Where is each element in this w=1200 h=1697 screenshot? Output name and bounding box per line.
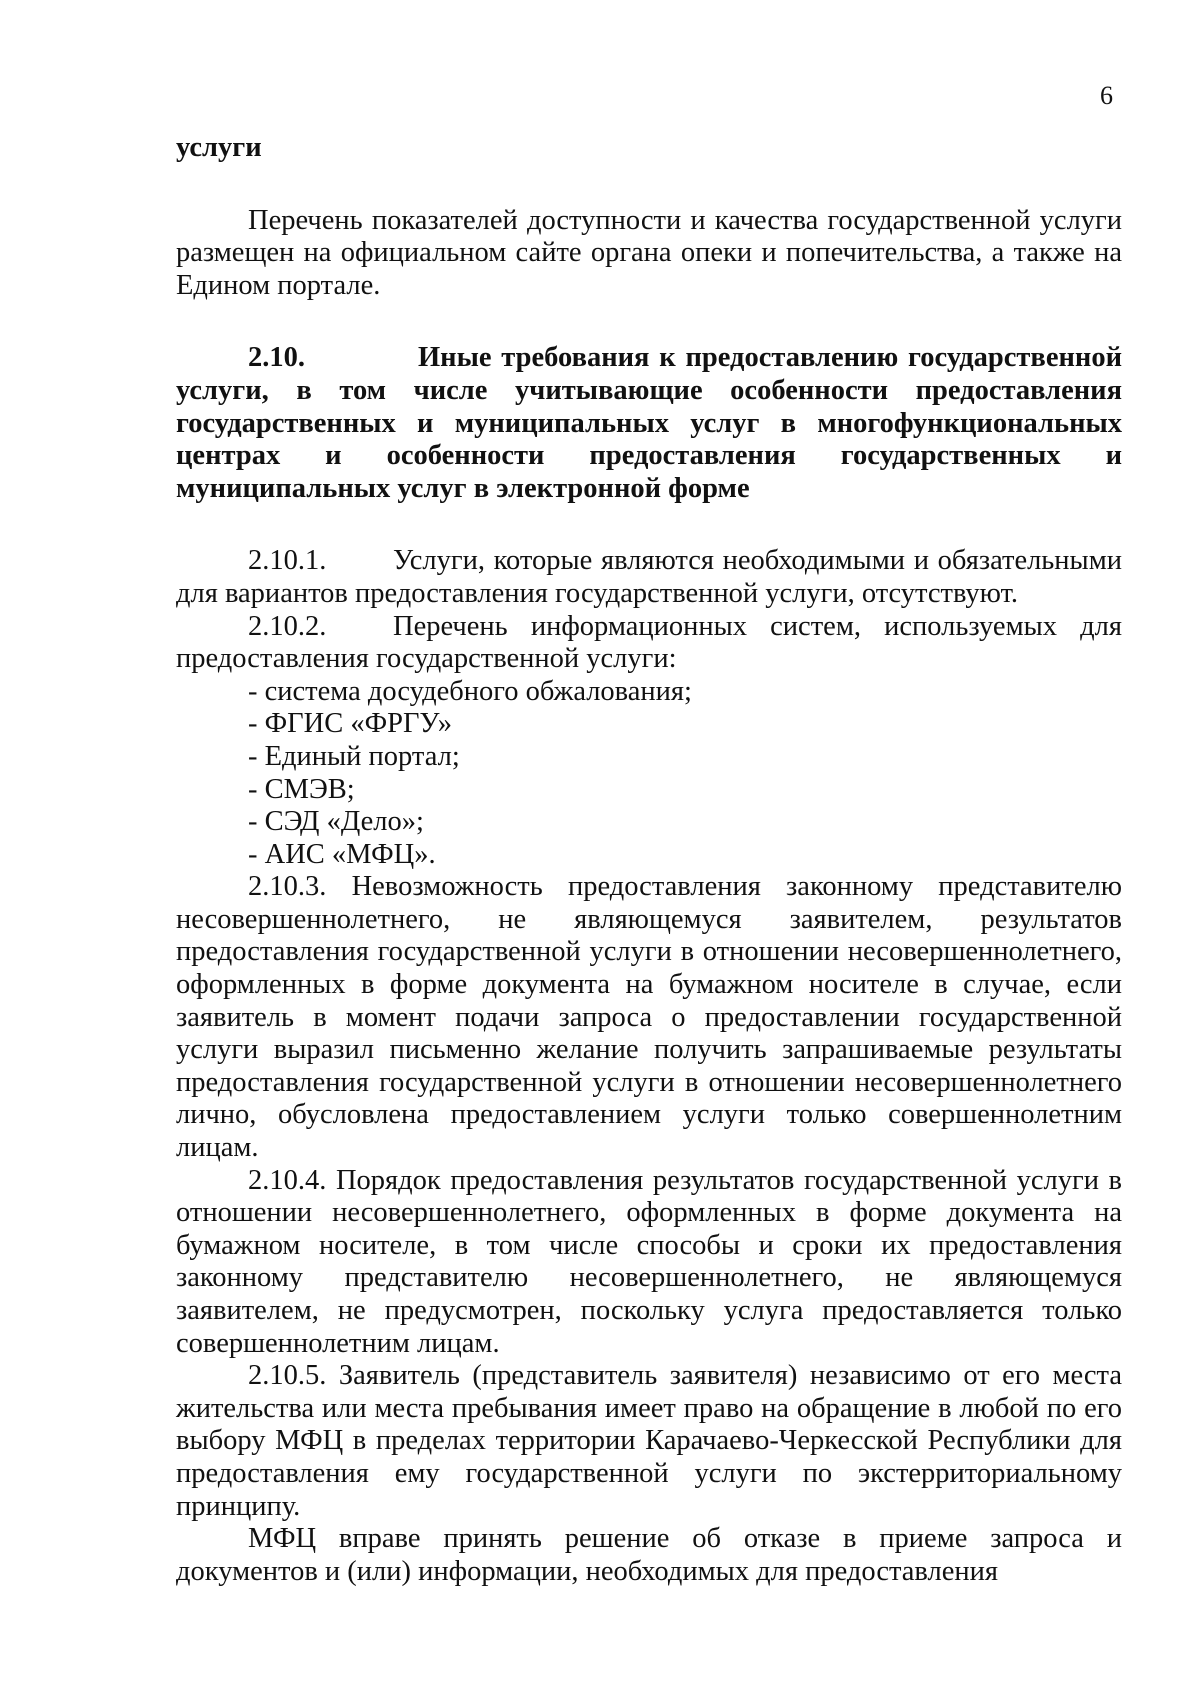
- list-item: - СЭД «Дело»;: [248, 806, 424, 838]
- fragment-heading: услуги: [176, 132, 262, 163]
- paragraph-2-10-2-text: Перечень информационных систем, используемых для предоставления государственной услуги:: [176, 610, 1122, 675]
- section-number: 2.10.: [248, 342, 305, 374]
- list-item: - система досудебного обжалования;: [248, 675, 692, 707]
- paragraph-2-10-1-text: Услуги, которые являются необходимыми и обязательными для вариантов предоставления государственной услуги, отсутствуют.: [176, 545, 1122, 609]
- paragraph-2-10-2: [176, 611, 1122, 676]
- list-item: - АИС «МФЦ».: [248, 838, 436, 870]
- document-body: [176, 132, 1122, 1588]
- paragraph-2-10-4: 2.10.4. Порядок предоставления результатов государственной услуги в отношении несовершеннолетнего, оформленных в форме документа на бумажном носителе, в том числе способы и сроки их предоставления законному представителю несовершеннолетнего, не являющемуся заявителем, не предусмотрен, поскольку услуга предоставляется только совершеннолетним лицам.: [176, 1164, 1122, 1359]
- paragraph-2-10-2-number: 2.10.2.: [248, 610, 327, 642]
- list-item: - ФГИС «ФРГУ»: [248, 708, 453, 740]
- paragraph-2-10-1-number: 2.10.1.: [248, 545, 327, 577]
- paragraph-indicators: Перечень показателей доступности и качества государственной услуги размещен на официальном сайте органа опеки и попечительства, а также на Едином портале.: [176, 204, 1122, 301]
- paragraph-2-10-1: [176, 545, 1122, 610]
- list-item: - Единый портал;: [248, 740, 460, 772]
- section-heading: [176, 342, 1122, 505]
- paragraph-2-10-5: 2.10.5. Заявитель (представитель заявителя) независимо от его места жительства или места пребывания имеет право на обращение в любой по его выбору МФЦ в пределах территории Карачаево-Черкесской Республики для предоставления ему государственной услуги по экстерриториальному принципу.: [176, 1360, 1122, 1522]
- section-title: Иные требования к предоставлению государственной услуги, в том числе учитывающие особенности предоставления государственных и муниципальных услуг в многофункциональных центрах и особенности предоставления государственных и муниципальных услуг в электронной форме: [176, 342, 1122, 504]
- paragraph-mfc-refusal: МФЦ вправе принять решение об отказе в приеме запроса и документов и (или) информации, необходимых для предоставления: [176, 1523, 1122, 1587]
- page-number: 6: [1100, 81, 1113, 110]
- list-item: - СМЭВ;: [248, 773, 355, 805]
- paragraph-2-10-3: 2.10.3. Невозможность предоставления законному представителю несовершеннолетнего, не являющемуся заявителем, результатов предоставления государственной услуги в отношении несовершеннолетнего, оформленных в форме документа на бумажном носителе в случае, если заявитель в момент подачи запроса о предоставлении государственной услуги выразил письменно желание получить запрашиваемые результаты предоставления государственной услуги в отношении несовершеннолетнего лично, обусловлена предоставлением услуги только совершеннолетним лицам.: [176, 871, 1122, 1164]
